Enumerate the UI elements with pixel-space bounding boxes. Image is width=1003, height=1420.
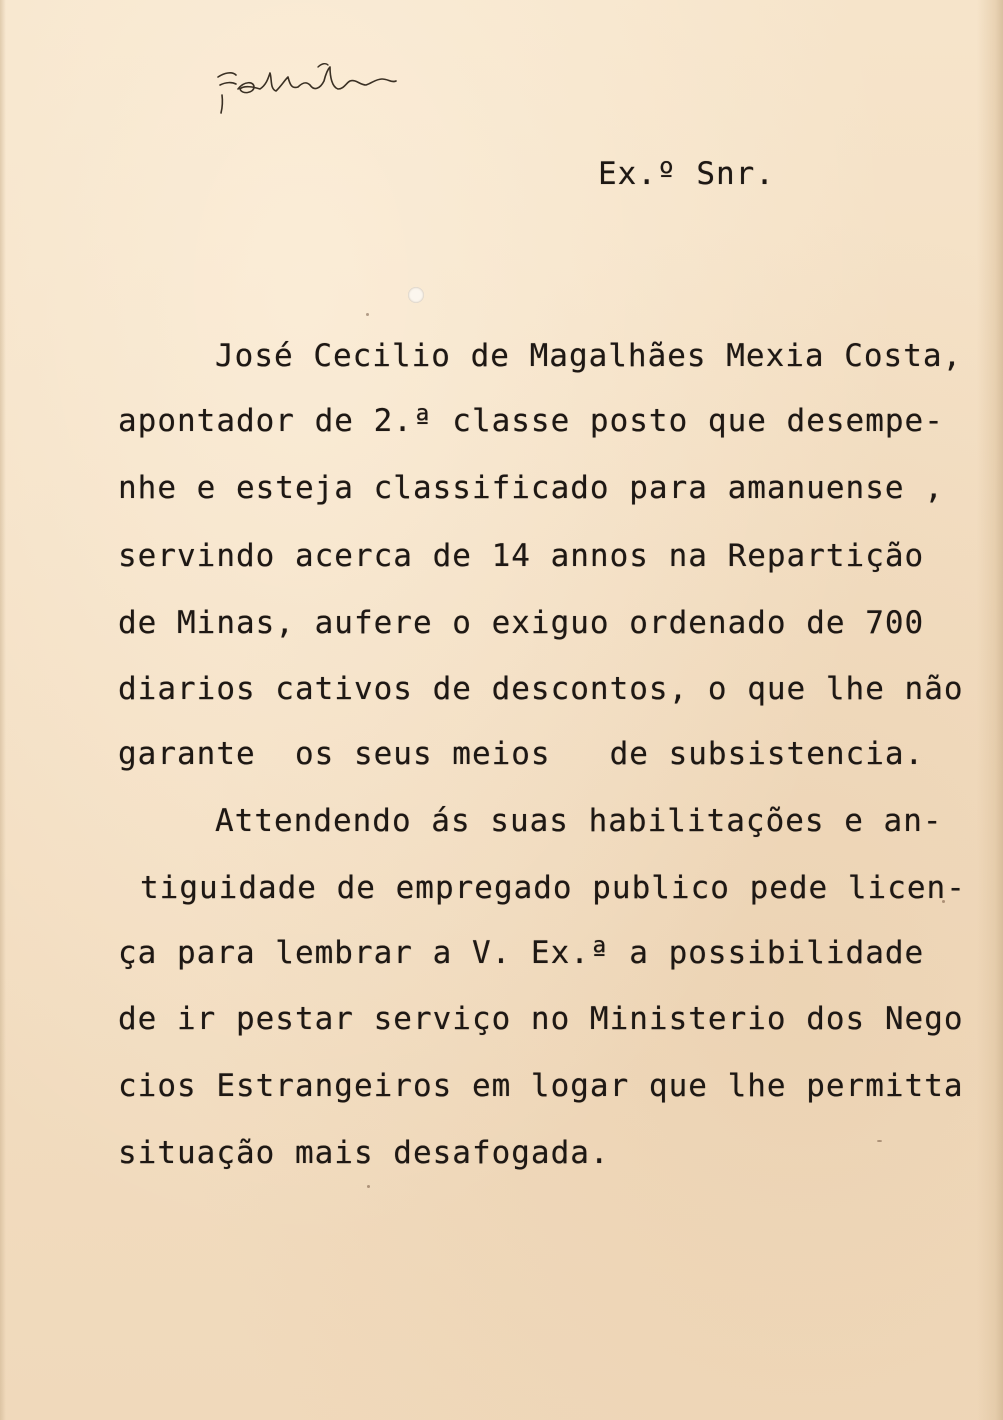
body-line: garante os seus meios de subsistencia. xyxy=(118,736,925,772)
page-left-edge xyxy=(0,0,6,1420)
handwritten-annotation xyxy=(210,55,410,115)
body-line: diarios cativos de descontos, o que lhe não xyxy=(118,671,964,707)
body-line: situação mais desafogada. xyxy=(118,1135,610,1171)
page-right-edge xyxy=(977,0,1003,1420)
body-line: de ir pestar serviço no Ministerio dos Nego xyxy=(118,1001,964,1037)
paper-speck xyxy=(366,313,369,316)
body-line: nhe e esteja classificado para amanuense , xyxy=(118,470,944,506)
punch-hole xyxy=(408,287,424,303)
body-line: cios Estrangeiros em logar que lhe permitta xyxy=(118,1068,964,1104)
body-line: apontador de 2.ª classe posto que desempe- xyxy=(118,403,944,439)
salutation: Ex.º Snr. xyxy=(598,156,775,192)
body-line: ça para lembrar a V. Ex.ª a possibilidade xyxy=(118,935,944,971)
body-line: servindo acerca de 14 annos na Repartição xyxy=(118,538,944,574)
body-line: de Minas, aufere o exiguo ordenado de 700 xyxy=(118,605,944,641)
paper-speck xyxy=(942,900,945,903)
paper-speck xyxy=(367,1185,370,1188)
body-line: José Cecilio de Magalhães Mexia Costa, xyxy=(215,338,963,374)
body-line: tiguidade de empregado publico pede licen- xyxy=(140,870,966,906)
body-line: Attendendo ás suas habilitações e an- xyxy=(215,803,943,839)
paper-speck xyxy=(877,1140,882,1142)
